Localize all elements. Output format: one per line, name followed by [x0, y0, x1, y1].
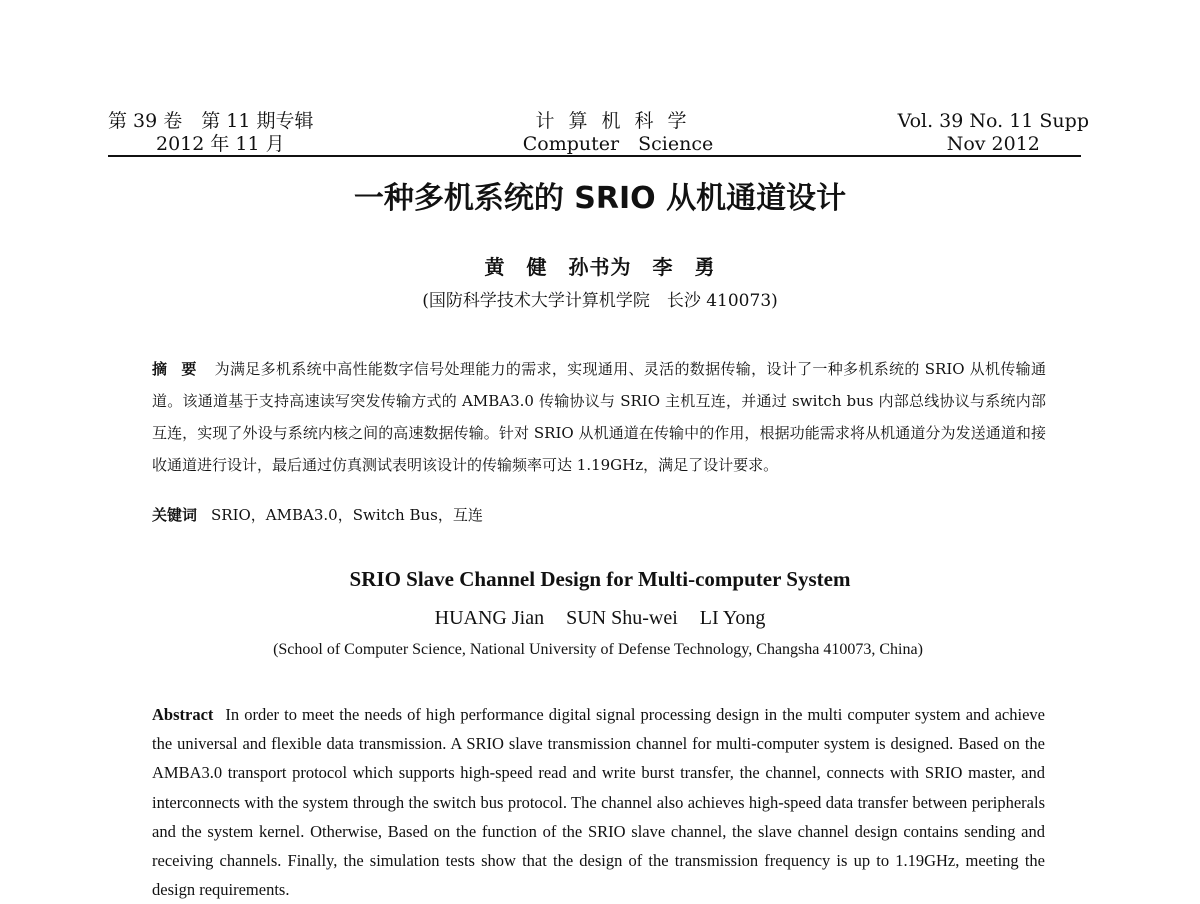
- authors-en: [0, 604, 1200, 632]
- paper-title-en: SRIO Slave Channel Design for Multi-computer System: [349, 567, 851, 591]
- keywords-text-cn: SRIO，AMBA3.0，Switch Bus，互连: [211, 506, 483, 524]
- journal-volume-issue: 第 39 卷 第 11 期专辑: [108, 110, 314, 132]
- journal-volume-info-en: [898, 110, 1089, 156]
- keywords-label-cn: 关键词: [152, 506, 198, 524]
- author-en: SUN Shu-wei: [566, 607, 678, 629]
- author-en: HUANG Jian: [434, 607, 545, 629]
- abstract-label-cn: 摘要: [152, 360, 211, 378]
- paper-title-cn: 一种多机系统的 SRIO 从机通道设计: [353, 181, 847, 216]
- journal-volume-en: Vol. 39 No. 11 Supp: [897, 110, 1089, 132]
- journal-date-cn: 2012 年 11 月: [156, 133, 285, 155]
- affiliation-cn: (国防科学技术大学计算机学院 长沙 410073): [422, 291, 778, 311]
- abstract-text-cn: 为满足多机系统中高性能数字信号处理能力的需求，实现通用、灵活的数据传输，设计了一种多机系统的 SRIO 从机传输通道。该通道基于支持高速读写突发传输方式的 AMBA3.0 传输协议与 SRIO 主机互连，并通过 switch bus 内部总线协议与系统内部互连，实现了外设与系统内核之间的高速数据传输。针对 SRIO 从机通道在传输中的作用，根据功能需求将从机通道分为发送通道和接收通道进行设计，最后通过仿真测试表明该设计的传输频率可达 1.19GHz，满足了设计要求。: [152, 360, 1046, 474]
- abstract-label-en: Abstract: [152, 705, 214, 724]
- abstract-text-en: In order to meet the needs of high performance digital signal processing design in the multi computer system and achieve the universal and flexible data transmission. A SRIO slave transmission channel for multi-computer system is designed. Based on the AMBA3.0 transport protocol which supports high-speed read and write burst transfer, the channel, connects with SRIO master, and interconnects with the system through the switch bus protocol. The channel also achieves high-speed data transfer between peripherals and the system kernel. Otherwise, Based on the function of the SRIO slave channel, the slave channel design contains sending and receiving channels. Finally, the simulation tests show that the design of the transmission frequency is up to 1.19GHz, meeting the design requirements.: [152, 705, 1045, 900]
- authors-cn: 黄 健 孙书为 李 勇: [484, 255, 716, 279]
- abstract-en: [152, 700, 1045, 904]
- abstract-cn: [152, 353, 1046, 481]
- journal-name-en: Computer Science: [522, 133, 714, 155]
- author-en: LI Yong: [699, 607, 766, 629]
- keywords-cn: [152, 500, 483, 530]
- affiliation-en: (School of Computer Science, National University of Defense Technology, Changsha 410073, China): [273, 641, 923, 658]
- journal-name-cn: 计算机科学: [535, 110, 701, 132]
- header-rule: [108, 155, 1081, 157]
- journal-date-en: Nov 2012: [946, 133, 1040, 155]
